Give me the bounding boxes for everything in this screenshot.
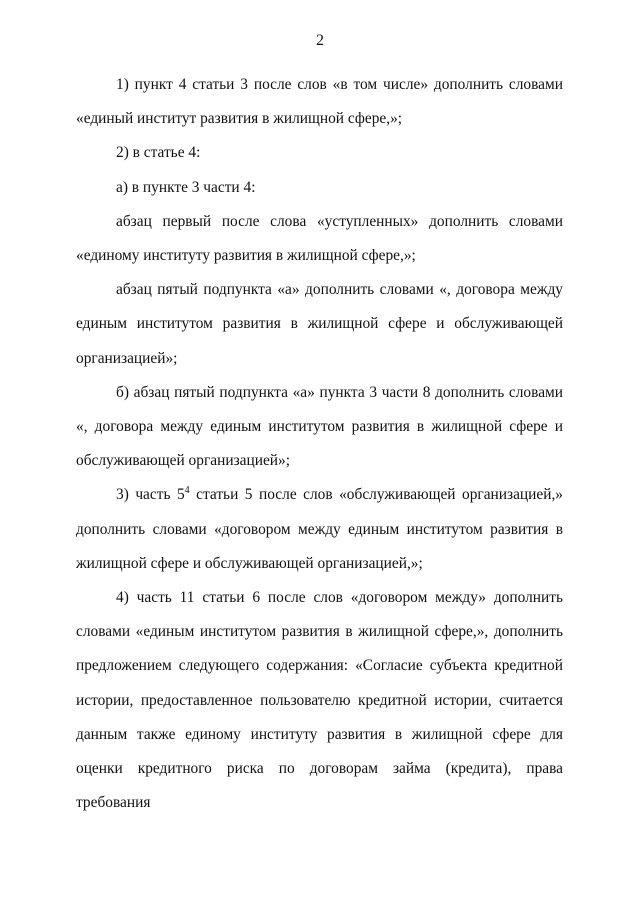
paragraph-item-4: 4) часть 11 статьи 6 после слов «договором между» дополнить словами «единым институтом развития в жилищной сфере,», дополнить предложением следующего содержания: «Согласие субъекта кредитной истории, предоставленное пользователю кредитной истории, считается данным также единому институту развития в жилищной сфере для оценки кредитного риска по договорам займа (кредита), права требования	[76, 589, 563, 812]
paragraph-item-3-end: статьи 5 после слов «обслуживающей организацией,» дополнить словами «договором между единым институтом развития в жилищной сфере и обслуживающей организацией,»;	[76, 486, 564, 572]
paragraph-item-3-start: 3) часть 5	[116, 486, 185, 504]
document-body	[76, 68, 563, 820]
paragraph-item-3	[76, 478, 563, 581]
paragraph-subitem-b: б) абзац пятый подпункта «а» пункта 3 части 8 дополнить словами «, договора между единым институтом развития в жилищной сфере и обслуживающей организацией»;	[76, 383, 563, 470]
page-number: 2	[316, 32, 324, 49]
superscript-number: 4	[184, 485, 190, 497]
paragraph-fifth-indent: абзац пятый подпункта «а» дополнить словами «, договора между единым институтом развития в жилищной сфере и обслуживающей организацией»;	[76, 281, 563, 367]
paragraph-item-1: 1) пункт 4 статьи 3 после слов «в том числе» дополнить словами «единый институт развития в жилищной сфере,»;	[76, 76, 563, 128]
paragraph-subitem-a: а) в пункте 3 части 4:	[116, 178, 256, 196]
paragraph-item-2: 2) в статье 4:	[116, 144, 201, 162]
paragraph-first-indent: абзац первый после слова «уступленных» дополнить словами «единому институту развития в жилищной сфере,»;	[76, 212, 563, 265]
